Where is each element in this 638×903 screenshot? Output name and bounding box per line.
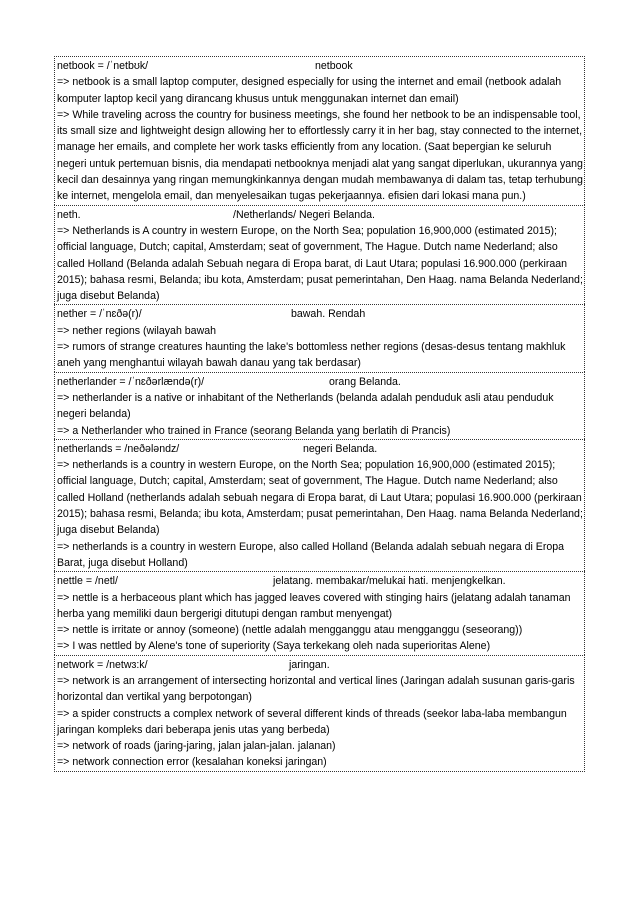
entry-header	[57, 657, 583, 673]
meaning: /Netherlands/ Negeri Belanda.	[233, 208, 375, 221]
dictionary-document	[54, 56, 585, 772]
definition-line: => nettle is a herbaceous plant which has jagged leaves covered with stinging hairs (jelatang adalah tanaman herba yang memiliki daun bergerigi ditutupi dengan rambut menyengat)	[57, 591, 571, 620]
meaning: jelatang. membakar/melukai hati. menjengkelkan.	[273, 575, 506, 588]
entry-network	[54, 655, 585, 772]
entry-header	[57, 573, 583, 589]
definition-line: => netherlander is a native or inhabitant of the Netherlands (belanda adalah penduduk asli atau penduduk negeri belanda)	[57, 391, 554, 421]
example-line: => a spider constructs a complex network of several different kinds of threads (seekor laba-laba membangun jaringan kompleks dari beberapa jenis utas yang berbeda)	[57, 707, 567, 736]
headword: nether = /ˈnɛðə(r)/	[57, 308, 142, 321]
entry-header	[57, 207, 583, 223]
example-line: => rumors of strange creatures haunting the lake's bottomless nether regions (desas-desus tentang makhluk aneh yang menghantui wilayah bawah danau yang tak berdasar)	[57, 341, 566, 370]
entry-netbook	[54, 56, 585, 205]
entry-nether	[54, 304, 585, 371]
meaning: bawah. Rendah	[291, 308, 366, 321]
headword: nettle = /netl/	[57, 575, 118, 588]
entry-header	[57, 374, 583, 390]
example-line: => network of roads (jaring-jaring, jalan jalan-jalan. jalanan)	[57, 740, 336, 753]
meaning: netbook	[315, 60, 353, 72]
entry-netherlander	[54, 372, 585, 439]
entry-header	[57, 441, 583, 457]
example-line: => I was nettled by Alene's tone of superiority (Saya terkekang oleh nada superioritas Alene)	[57, 640, 491, 653]
headword: network = /netwɜ:k/	[57, 658, 148, 671]
entry-neth	[54, 205, 585, 305]
meaning: jaringan.	[289, 658, 330, 671]
definition-line: => netherlands is a country in western Europe, on the North Sea; population 16,900,000 (estimated 2015); official language, Dutch; capital, Amsterdam; seat of government, The Hague. Dutch name Nederland; also called Holland (netherlands adalah sebuah negara di Eropa barat, di Laut Utara; populasi 16.900.000 (perkiraan 2015); bahasa resmi, Belanda; ibu kota, Amsterdam; pusat pemerintahan, Den Haag. nama Belanda Nederland; juga disebut Belanda)	[57, 459, 583, 537]
definition-line: => netherlands is a country in western Europe, also called Holland (Belanda adalah sebuah negara di Eropa Barat, juga disebut Holland)	[57, 540, 565, 569]
headword: netbook = /ˈnetbʊk/	[57, 60, 149, 72]
entry-nettle	[54, 571, 585, 654]
definition-line: => netbook is a small laptop computer, designed especially for using the internet and email (netbook adalah komputer laptop kecil yang dirancang khusus untuk menggunakan internet dan email)	[57, 76, 562, 105]
example-line: => nether regions (wilayah bawah	[57, 324, 217, 337]
headword: netherlands = /neðələndz/	[57, 442, 180, 455]
headword: neth.	[57, 208, 81, 221]
example-line: => a Netherlander who trained in France (seorang Belanda yang berlatih di Prancis)	[57, 424, 451, 437]
example-line: => While traveling across the country for business meetings, she found her netbook to be an indispensable tool, its small size and lightweight design allowing her to effortlessly carry it in her bag, stay connected to the internet, manage her emails, and complete her work tasks efficiently from any location. (Saat bepergian ke seluruh negeri untuk pertemuan bisnis, dia mendapati netbooknya menjadi alat yang sangat diperlukan, ukurannya yang kecil dan desainnya yang ringan memungkinkannya dengan mudah membawanya di dalam tas, tetap terhubung ke internet, mengelola email, dan menyelesaikan tugas pekerjaannya. efisien dari lokasi mana pun.)	[57, 108, 583, 203]
definition-line: => network is an arrangement of intersecting horizontal and vertical lines (Jaringan adalah susunan garis-garis horizontal dan vertikal yang berpotongan)	[57, 674, 575, 704]
example-line: => network connection error (kesalahan koneksi jaringan)	[57, 756, 327, 769]
entry-header	[57, 58, 583, 74]
meaning: negeri Belanda.	[303, 442, 378, 455]
entry-header	[57, 306, 583, 322]
definition-line: => Netherlands is A country in western Europe, on the North Sea; population 16,900,000 (estimated 2015); official language, Dutch; capital, Amsterdam; seat of government, The Hague. Dutch name Nederland; also called Holland (Belanda adalah Sebuah negara di Eropa barat, di Laut Utara; populasi 16.900.000 (perkiraan 2015); bahasa resmi, Belanda; ibu kota, Amsterdam; pusat pemerintahan, Den Haag. nama Belanda Nederland; juga disebut Belanda)	[57, 224, 583, 303]
meaning: orang Belanda.	[329, 375, 401, 388]
definition-line: => nettle is irritate or annoy (someone) (nettle adalah mengganggu atau mengganggu (seseorang))	[57, 624, 523, 637]
entry-netherlands	[54, 439, 585, 571]
headword: netherlander = /ˈnɛðərlændə(r)/	[57, 375, 205, 388]
